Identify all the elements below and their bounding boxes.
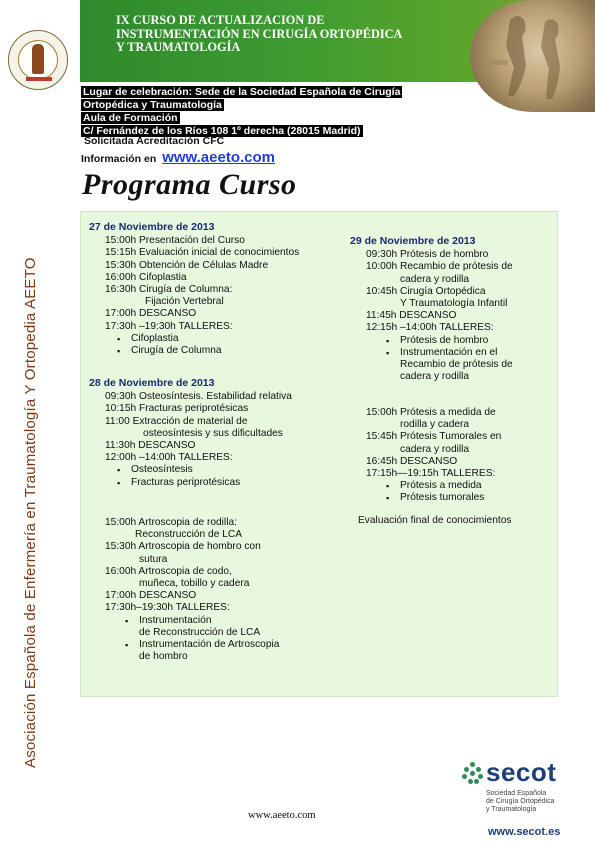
schedule-line: muñeca, tobillo y cadera <box>139 578 250 590</box>
schedule-line: cadera y rodilla <box>400 443 470 455</box>
schedule-line: 15:00h Prótesis a medida de <box>366 407 496 418</box>
day-3-date: 29 de Noviembre de 2013 <box>350 235 476 247</box>
schedule-line: 10:00h Recambio de prótesis de <box>366 261 513 273</box>
schedule-line: 11:30h DESCANSO <box>105 440 196 452</box>
workshop-item: ▪ Instrumentación de Artroscopia <box>121 639 279 651</box>
secot-dots-icon <box>462 762 484 784</box>
workshop-item: ▪ Prótesis de hombro <box>382 335 513 347</box>
schedule-line: 10:15h Fracturas periprotésicas <box>105 403 249 415</box>
side-vertical-text: Asociación Española de Enfermería en Traumatología Y Ortopedia AEETO <box>22 257 39 768</box>
workshop-item-cont: Recambio de prótesis de <box>400 359 513 371</box>
secot-subtitle <box>486 790 554 814</box>
secot-logo <box>462 757 582 820</box>
schedule-line: 09:30h Osteosíntesis. Estabilidad relativa <box>105 391 292 403</box>
course-title-line-2: INSTRUMENTACIÓN EN CIRUGÍA ORTOPÉDICA <box>116 26 403 41</box>
schedule-line: 11:00 Extracción de material de <box>105 415 248 427</box>
workshop-item: ▪ Fracturas periprotésicas <box>113 477 292 489</box>
schedule-line: cadera y rodilla <box>400 273 470 285</box>
schedule-line: 16:45h DESCANSO <box>366 455 458 467</box>
workshop-item: ▪ Cifoplastia <box>113 333 299 345</box>
day-1-date: 27 de Noviembre de 2013 <box>89 221 215 233</box>
workshop-item: ▪ Instrumentación <box>121 615 279 627</box>
schedule-line: 16:30h Cirugía de Columna: <box>105 284 233 296</box>
secot-wordmark: secot <box>486 757 557 787</box>
schedule-line: 17:15h—19:15h TALLERES: <box>366 468 496 480</box>
schedule-line: 11:45h DESCANSO <box>366 310 457 322</box>
workshop-item: ▪ Osteosíntesis <box>113 464 292 476</box>
course-title-line-1: IX CURSO DE ACTUALIZACION DE <box>116 13 325 27</box>
day-3-afternoon-block <box>366 407 501 505</box>
day-1-block <box>89 221 299 357</box>
venue-line-4: C/ Fernández de los Ríos 108 1º derecha (28015 Madrid) <box>83 125 361 137</box>
schedule-line: 15:00h Artroscopia de rodilla: <box>105 517 237 528</box>
info-line <box>81 149 275 166</box>
info-label: Información en <box>81 153 157 165</box>
secot-subtitle-line: de Cirugía Ortopédica <box>486 798 555 805</box>
schedule-line: 16:00h Cifoplastia <box>105 271 187 283</box>
schedule-panel <box>80 211 558 697</box>
schedule-line: 09:30h Prótesis de hombro <box>366 249 489 261</box>
venue-line-3: Aula de Formación <box>83 112 178 124</box>
day-2-date: 28 de Noviembre de 2013 <box>89 377 215 389</box>
schedule-line: Reconstrucción de LCA <box>135 529 243 541</box>
footer-secot-url[interactable]: www.secot.es <box>488 826 561 838</box>
final-evaluation: Evaluación final de conocimientos <box>358 515 512 526</box>
workshop-item: ▪ Prótesis tumorales <box>382 492 501 504</box>
venue-line-1: Lugar de celebración: Sede de la Sociedad Española de Cirugía <box>83 86 401 98</box>
schedule-line: 17:30h –19:30h TALLERES: <box>105 320 233 332</box>
program-title: Programa Curso <box>82 168 297 201</box>
schedule-line: 17:30h–19:30h TALLERES: <box>105 602 230 614</box>
schedule-line: rodilla y cadera <box>400 419 470 431</box>
secot-subtitle-line: y Traumatología <box>486 806 537 813</box>
schedule-line: 17:00h DESCANSO <box>105 308 197 320</box>
schedule-line: osteosíntesis y sus dificultades <box>143 427 283 439</box>
schedule-line: 15:30h Obtención de Células Madre <box>105 259 269 271</box>
course-title <box>116 14 476 55</box>
secot-subtitle-line: Sociedad Española <box>486 790 547 797</box>
accreditation-text: Solicitada Acreditación CFC <box>84 135 225 147</box>
schedule-line: 16:00h Artroscopia de codo, <box>105 565 232 577</box>
schedule-line: 15:15h Evaluación inicial de conocimientos <box>105 247 300 259</box>
schedule-line: 17:00h DESCANSO <box>105 590 197 602</box>
schedule-line: 10:45h Cirugía Ortopédica <box>366 285 486 297</box>
schedule-line: 15:30h Artroscopia de hombro con <box>105 541 261 553</box>
schedule-line: Y Traumatología Infantil <box>400 298 508 310</box>
schedule-line: Fijación Vertebral <box>145 296 224 308</box>
workshop-item-cont: de hombro <box>139 651 188 663</box>
venue-line-2: Ortopédica y Traumatología <box>83 99 222 111</box>
aeeto-logo <box>8 30 68 90</box>
workshop-item-cont: de Reconstrucción de LCA <box>139 626 261 638</box>
schedule-line: 12:15h –14:00h TALLERES: <box>366 322 494 334</box>
workshop-item: ▪ Cirugía de Columna <box>113 345 299 357</box>
schedule-line: sutura <box>139 553 168 565</box>
schedule-line: 15:00h Presentación del Curso <box>105 235 245 247</box>
day-2-block <box>89 377 292 489</box>
schedule-line: 12:00h –14:00h TALLERES: <box>105 452 233 464</box>
workshop-item: ▪ Instrumentación en el <box>382 347 513 359</box>
footer-aeeto-url[interactable]: www.aeeto.com <box>248 810 316 821</box>
venue-block <box>81 82 402 137</box>
day-3-block <box>350 235 513 383</box>
egyptian-relief-image <box>470 0 595 112</box>
schedule-line: 15:45h Prótesis Tumorales en <box>366 431 502 443</box>
day-2-afternoon-block <box>105 517 279 663</box>
info-link[interactable]: www.aeeto.com <box>162 149 275 166</box>
workshop-item: ▪ Prótesis a medida <box>382 480 501 492</box>
course-title-line-3: Y TRAUMATOLOGÍA <box>116 40 241 54</box>
workshop-item-cont: cadera y rodilla <box>400 371 470 383</box>
